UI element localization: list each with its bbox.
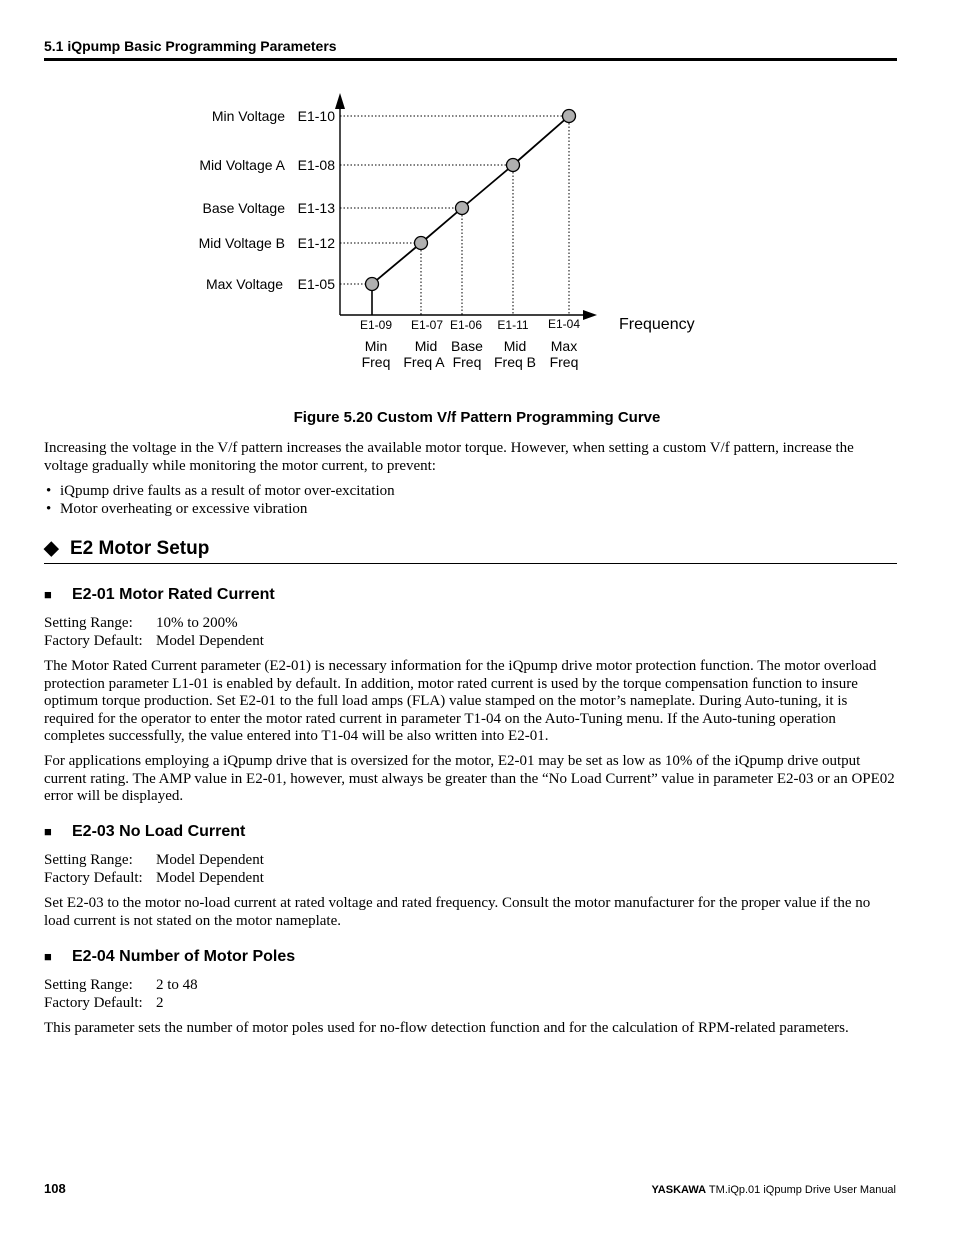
y-axis-param-label: E1-05 [297,276,335,292]
vf-point [415,237,428,250]
x-axis-name-label: Freq [361,354,391,370]
e2-04-title: E2-04 Number of Motor Poles [72,948,296,965]
setting-range-label: Setting Range: [44,977,133,993]
e2-01-heading [44,586,275,604]
vf-point [563,110,576,123]
y-axis-param-label: E1-08 [297,157,335,173]
x-axis-param-label: E1-11 [497,318,529,332]
footer-brand: YASKAWA [651,1184,707,1196]
setting-range-label: Setting Range: [44,852,133,868]
figure-caption: Figure 5.20 Custom V/f Pattern Programming Curve [293,409,661,426]
e2-01-paragraph-2: For applications employing a iQpump drive that is oversized for the motor, E2-01 may be set as low as 10% of the iQpump drive output current rating. The AMP value in E2-01, however, must always be greater than the “No Load Current” value in parameter E2-03 or an OPE02 error will be displayed. [44,753,895,804]
x-axis-name-label: Freq [549,354,579,370]
intro-paragraph: Increasing the voltage in the V/f pattern increases the available motor torque. However, when setting a custom V/f pattern, increase the voltage gradually while monitoring the motor current, to prevent: [44,440,854,474]
header-rule [44,58,897,61]
e2-03-paragraph: Set E2-03 to the motor no-load current at rated voltage and rated frequency. Consult the motor manufacturer for the proper value if the no load current is not stated on the motor nameplate. [44,895,871,929]
y-axis-name-label: Mid Voltage B [198,235,285,251]
y-axis-name-label: Mid Voltage A [199,157,285,173]
setting-range-value: 10% to 200% [156,615,238,631]
square-bullet-icon: ■ [44,949,52,964]
e2-03-heading [44,823,245,841]
running-header: 5.1 iQpump Basic Programming Parameters [44,38,337,54]
y-axis-param-label: E1-10 [297,108,335,124]
e2-01-title: E2-01 Motor Rated Current [72,586,275,603]
vf-pattern-line [372,116,569,284]
e2-04-heading [44,948,295,966]
x-axis-param-label: E1-07 [410,318,444,332]
footer-manual-title [651,1184,896,1196]
x-axis-name-label: Freq B [493,354,537,370]
x-axis-name-label: Mid [503,338,527,354]
setting-range-value: Model Dependent [156,852,264,868]
factory-default-label: Factory Default: [44,870,143,886]
footer-manual-name: TM.iQp.01 iQpump Drive User Manual [706,1184,896,1196]
factory-default-value: Model Dependent [156,633,264,649]
factory-default-label: Factory Default: [44,633,143,649]
e2-03-title: E2-03 No Load Current [72,823,246,840]
e2-04-paragraph: This parameter sets the number of motor poles used for no-flow detection function and for the calculation of RPM-related parameters. [44,1020,849,1036]
y-axis-arrow-icon [335,93,345,109]
section-rule [44,563,897,564]
bullet-item [44,501,395,519]
setting-range-value: 2 to 48 [156,977,198,993]
factory-default-value: 2 [156,995,164,1011]
x-axis-name-label: Mid [414,338,438,354]
section-title: E2 Motor Setup [70,538,210,559]
x-axis-name-label: Base [451,338,483,354]
e2-03-settings [44,851,264,887]
x-axis-name-label: Freq A [403,354,445,370]
x-axis-param-label: E1-04 [547,317,581,331]
setting-range-label: Setting Range: [44,615,133,631]
vf-pattern-chart [0,85,954,385]
x-axis-param-label: E1-09 [359,318,393,332]
y-axis-param-label: E1-12 [297,235,335,251]
y-axis-param-label: E1-13 [297,200,335,216]
x-axis-param-label: E1-06 [449,318,483,332]
y-axis-name-label: Max Voltage [205,276,283,292]
e2-01-settings [44,614,264,650]
y-axis-name-label: Base Voltage [202,200,285,216]
page-number: 108 [44,1181,66,1196]
x-axis-name-label: Min [364,338,388,354]
vf-point [507,159,520,172]
square-bullet-icon: ■ [44,824,52,839]
e2-04-settings [44,976,198,1012]
x-axis-name-label: Freq [452,354,482,370]
x-axis-name-label: Max [550,338,578,354]
y-axis-name-label: Min Voltage [211,108,285,124]
e2-01-paragraph-1: The Motor Rated Current parameter (E2-01) is necessary information for the iQpump drive motor protection function. The motor overload protection parameter L1-01 is enabled by default. In addition, motor rated current is used by the torque compensation function to insure optimum torque production. Set E2-01 to the full load amps (FLA) value stamped on the motor’s nameplate. During Auto-tuning, it is required for the operator to enter the motor rated current in parameter T1-04 on the Auto-Tuning menu. If the Auto-tuning operation completes successfully, the value entered into T1-04 will be also written into E2-01. [44,658,877,744]
factory-default-label: Factory Default: [44,995,143,1011]
diamond-icon: ◆ [44,538,59,559]
square-bullet-icon: ■ [44,587,52,602]
vf-point [366,278,379,291]
section-heading [44,537,209,560]
factory-default-value: Model Dependent [156,870,264,886]
x-axis-arrow-icon [583,310,597,320]
bullet-text: iQpump drive faults as a result of motor over-excitation [60,483,395,499]
vf-point [456,202,469,215]
bullet-list [44,483,395,518]
bullet-item [44,483,395,501]
x-axis-title: Frequency [619,316,695,333]
bullet-text: Motor overheating or excessive vibration [60,500,308,517]
